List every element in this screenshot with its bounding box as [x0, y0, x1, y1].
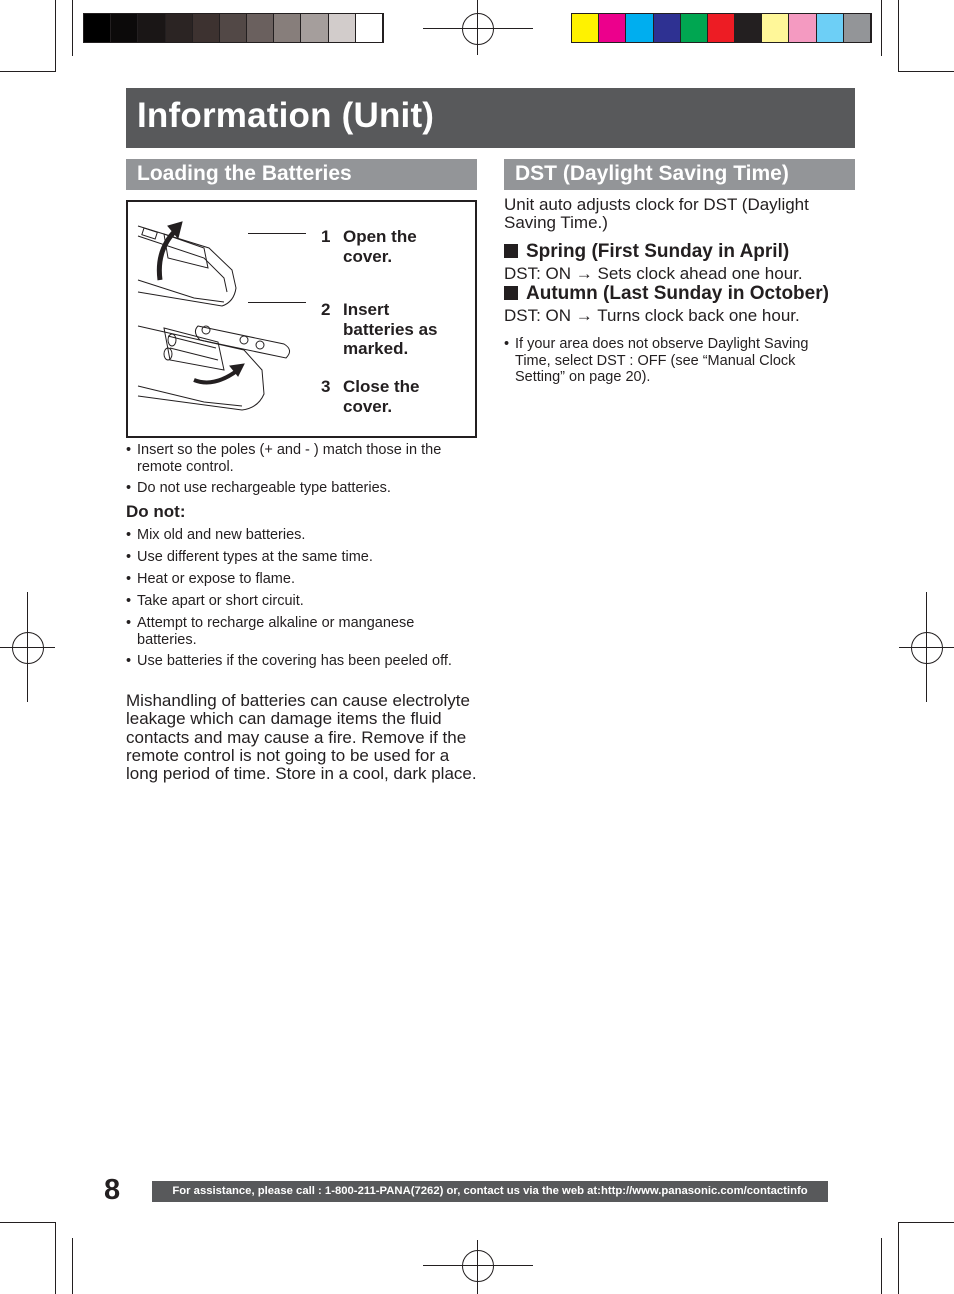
crop-mark: [0, 1222, 56, 1223]
color-swatch: [762, 14, 789, 42]
crop-mark: [881, 0, 882, 56]
color-swatch: [654, 14, 681, 42]
step-text: Close the cover.: [343, 377, 420, 416]
color-swatch: [166, 14, 193, 42]
spring-text: DST: ON → Sets clock ahead one hour.: [504, 264, 803, 283]
color-swatch: [138, 14, 165, 42]
crop-mark: [898, 1222, 899, 1294]
square-bullet-icon: [504, 244, 518, 258]
color-swatch: [681, 14, 708, 42]
crop-mark: [898, 1222, 954, 1223]
step-text: Insert batteries as marked.: [343, 300, 438, 358]
donot-heading: Do not:: [126, 502, 186, 521]
section-heading-dst: DST (Daylight Saving Time): [504, 159, 855, 190]
autumn-text: DST: ON → Turns clock back one hour.: [504, 306, 800, 325]
color-swatch: [111, 14, 138, 42]
crop-mark: [0, 71, 56, 72]
color-swatch: [708, 14, 735, 42]
leader-line: [248, 233, 306, 234]
color-swatch: [301, 14, 328, 42]
dst-intro: Unit auto adjusts clock for DST (Daylight Saving Time.): [504, 195, 809, 233]
autumn-heading: Autumn (Last Sunday in October): [504, 283, 829, 305]
crop-mark: [898, 0, 899, 72]
donot-text: Use batteries if the covering has been peeled off.: [137, 653, 452, 669]
color-swatch: [84, 14, 111, 42]
color-swatch: [329, 14, 356, 42]
color-swatch: [356, 14, 383, 42]
crop-mark: [72, 0, 73, 56]
crop-mark: [55, 0, 56, 72]
step-number: 3: [321, 377, 331, 396]
color-swatch: [572, 14, 599, 42]
color-swatch: [844, 14, 871, 42]
square-bullet-icon: [504, 286, 518, 300]
spring-heading: Spring (First Sunday in April): [504, 241, 789, 263]
crop-mark: [72, 1238, 73, 1294]
dst-note-text: If your area does not observe Daylight Saving Time, select DST : OFF (see “Manual Clock Setting” on page 20).: [515, 336, 809, 385]
grayscale-bar: [83, 13, 384, 43]
step-number: 1: [321, 227, 331, 246]
note-text: Insert so the poles (+ and - ) match those in the remote control.: [137, 442, 442, 475]
donot-text: Heat or expose to flame.: [137, 571, 295, 587]
donot-text: Use different types at the same time.: [137, 549, 373, 565]
page-number: 8: [104, 1174, 121, 1206]
title-band: [126, 88, 855, 148]
assistance-footer: For assistance, please call : 1-800-211-PANA(7262) or, contact us via the web at:http://www.panasonic.com/contactinfo: [152, 1181, 828, 1202]
donot-text: Mix old and new batteries.: [137, 527, 306, 543]
color-swatch: [247, 14, 274, 42]
color-swatch: [220, 14, 247, 42]
battery-warning: Mishandling of batteries can cause electrolyte leakage which can damage items the fluid contacts and may cause a fire. Remove if the remote control is not going to be used for a long period of time. Store in a cool, dark place.: [126, 691, 477, 784]
section-heading-batteries: Loading the Batteries: [126, 159, 477, 190]
color-swatch: [193, 14, 220, 42]
color-swatch: [626, 14, 653, 42]
color-swatch: [735, 14, 762, 42]
leader-line: [248, 302, 306, 303]
crop-mark: [881, 1238, 882, 1294]
note-text: Do not use rechargeable type batteries.: [137, 480, 391, 496]
battery-figure: [126, 200, 477, 438]
color-swatch: [789, 14, 816, 42]
color-swatch: [599, 14, 626, 42]
crop-mark: [898, 71, 954, 72]
crop-mark: [55, 1222, 56, 1294]
donot-text: Take apart or short circuit.: [137, 593, 304, 609]
donot-text: Attempt to recharge alkaline or manganese batteries.: [137, 615, 415, 648]
color-bar: [571, 13, 872, 43]
page-title: Information (Unit): [137, 96, 435, 135]
step-text: Open the cover.: [343, 227, 417, 266]
remote-battery-illustration: [134, 220, 314, 435]
step-number: 2: [321, 300, 331, 319]
color-swatch: [274, 14, 301, 42]
color-swatch: [817, 14, 844, 42]
